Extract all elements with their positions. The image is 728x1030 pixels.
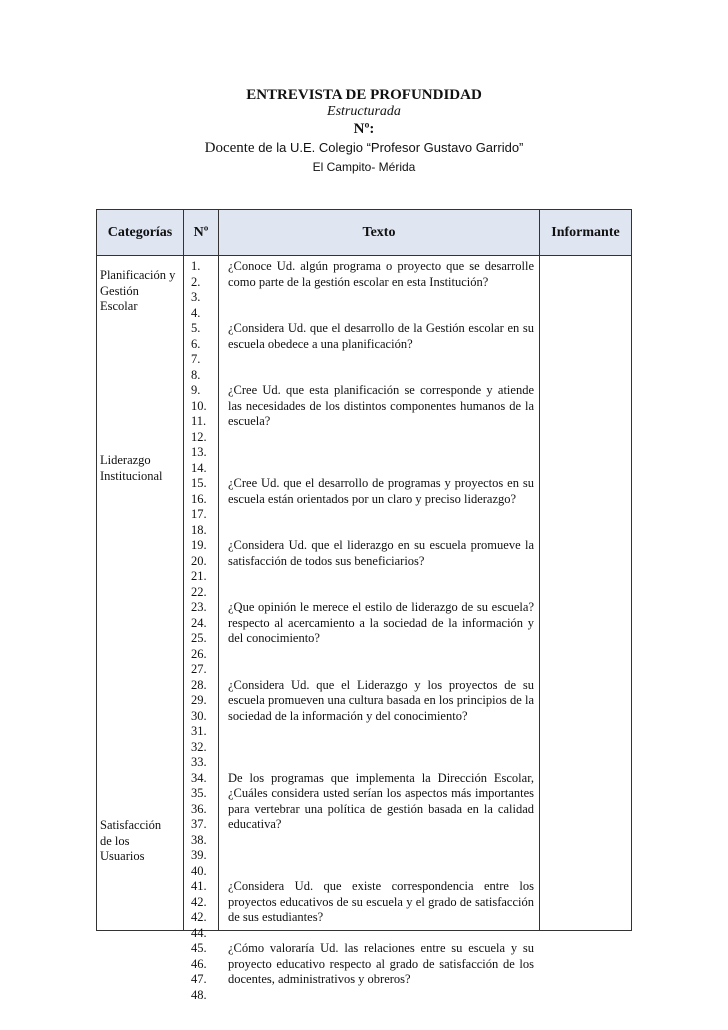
line-number: 9. bbox=[191, 383, 201, 397]
category-line: Planificación y bbox=[100, 268, 176, 282]
line-number: 17. bbox=[191, 507, 207, 521]
question-3: ¿Cree Ud. que esta planificación se corresponde y atiende las necesidades de los distintos componentes humanos de la escuela? bbox=[228, 383, 534, 428]
line-number: 7. bbox=[191, 352, 201, 366]
question-1: ¿Conoce Ud. algún programa o proyecto que se desarrolle como parte de la gestión escolar en esta Institución? bbox=[228, 259, 534, 289]
line-number: 46. bbox=[191, 956, 207, 971]
interview-table bbox=[96, 209, 632, 1002]
line-number: 42. bbox=[191, 894, 207, 909]
interview-number-label: Nº: bbox=[353, 121, 375, 137]
line-number: 28. bbox=[191, 677, 207, 692]
line-number: 10. bbox=[191, 398, 207, 413]
category-line: Usuarios bbox=[100, 849, 145, 863]
question-5: ¿Considera Ud. que el liderazgo en su escuela promueve la satisfacción de todos sus beneficiarios? bbox=[228, 538, 534, 568]
line-number: 13. bbox=[191, 445, 207, 459]
line-number: 3. bbox=[191, 290, 201, 304]
line-number-column bbox=[191, 259, 207, 1003]
line-number: 11. bbox=[191, 414, 207, 428]
line-number: 39. bbox=[191, 848, 207, 862]
line-number: 16. bbox=[191, 491, 207, 506]
line-number: 20. bbox=[191, 553, 207, 568]
column-header-informante: Informante bbox=[551, 225, 620, 240]
line-number: 31. bbox=[191, 724, 207, 738]
line-number: 23. bbox=[191, 600, 207, 614]
line-number: 4. bbox=[191, 305, 201, 320]
category-line: Escolar bbox=[100, 299, 138, 313]
line-number: 25. bbox=[191, 631, 207, 645]
line-number: 36. bbox=[191, 801, 207, 816]
category-line: Gestión bbox=[100, 283, 139, 298]
line-number: 19. bbox=[191, 538, 207, 552]
column-divider bbox=[183, 210, 184, 930]
line-number: 24. bbox=[191, 615, 207, 630]
question-8: De los programas que implementa la Dirección Escolar, ¿Cuáles considera usted serían los aspectos más importantes para vertebrar una política de gestión basada en la calidad educativa? bbox=[228, 770, 534, 831]
column-divider bbox=[218, 210, 219, 930]
line-number: 6. bbox=[191, 336, 201, 351]
line-number: 1. bbox=[191, 259, 201, 273]
question-10: ¿Cómo valoraría Ud. las relaciones entre su escuela y su proyecto educativo respecto al grado de satisfacción de los docentes, administrativos y obreros? bbox=[228, 941, 534, 986]
line-number: 42. bbox=[191, 910, 207, 924]
question-9: ¿Considera Ud. que existe correspondencia entre los proyectos educativos de su escuela y el grado de satisfacción de sus estudiantes? bbox=[228, 879, 534, 924]
line-number: 15. bbox=[191, 476, 207, 490]
line-number: 45. bbox=[191, 941, 207, 955]
line-number: 41. bbox=[191, 879, 207, 893]
line-number: 18. bbox=[191, 522, 207, 537]
category-satisfaccion bbox=[100, 818, 161, 865]
line-number: 12. bbox=[191, 429, 207, 444]
line-number: 38. bbox=[191, 832, 207, 847]
line-number: 14. bbox=[191, 460, 207, 475]
line-number: 8. bbox=[191, 367, 201, 382]
line-number: 32. bbox=[191, 739, 207, 754]
document-subtitle: Estructurada bbox=[327, 104, 401, 119]
column-header-texto: Texto bbox=[362, 225, 396, 240]
question-4: ¿Cree Ud. que el desarrollo de programas y proyectos en su escuela están orientados por un claro y preciso liderazgo? bbox=[228, 476, 534, 506]
teacher-prefix: Docente bbox=[204, 140, 255, 156]
document-header bbox=[0, 86, 728, 175]
line-number: 22. bbox=[191, 584, 207, 599]
category-line: Institucional bbox=[100, 468, 163, 483]
question-2: ¿Considera Ud. que el desarrollo de la Gestión escolar en su escuela obedece a una planificación? bbox=[228, 321, 534, 351]
line-number: 29. bbox=[191, 693, 207, 707]
document-title: ENTREVISTA DE PROFUNDIDAD bbox=[246, 87, 482, 103]
category-planificacion bbox=[100, 268, 175, 315]
line-number: 44. bbox=[191, 925, 207, 940]
line-number: 35. bbox=[191, 786, 207, 800]
line-number: 27. bbox=[191, 662, 207, 676]
school-location: El Campito- Mérida bbox=[312, 160, 416, 174]
line-number: 2. bbox=[191, 274, 201, 289]
line-number: 33. bbox=[191, 755, 207, 769]
question-7: ¿Considera Ud. que el Liderazgo y los proyectos de su escuela promueven una cultura basada en los principios de la sociedad de la información y del conocimiento? bbox=[228, 677, 534, 723]
teacher-line bbox=[0, 139, 728, 157]
category-line: Liderazgo bbox=[100, 453, 151, 467]
column-divider bbox=[539, 210, 540, 930]
teacher-school: de la U.E. Colegio “Profesor Gustavo Garrido” bbox=[254, 140, 524, 155]
line-number: 5. bbox=[191, 321, 201, 335]
line-number: 30. bbox=[191, 708, 207, 723]
line-number: 40. bbox=[191, 863, 207, 878]
question-6: ¿Que opinión le merece el estilo de liderazgo de su escuela? respecto al acercamiento a la sociedad de la información y del conocimiento? bbox=[228, 600, 534, 645]
category-line: Satisfacción bbox=[100, 818, 162, 832]
column-header-numero: Nº bbox=[193, 225, 209, 240]
table-header bbox=[97, 210, 631, 256]
category-liderazgo bbox=[100, 453, 163, 484]
line-number: 21. bbox=[191, 569, 207, 583]
line-number: 34. bbox=[191, 770, 207, 785]
line-number: 47. bbox=[191, 972, 207, 986]
line-number: 26. bbox=[191, 646, 207, 661]
column-header-categorias: Categorías bbox=[107, 225, 173, 240]
line-number: 48. bbox=[191, 987, 207, 1002]
line-number: 37. bbox=[191, 817, 207, 831]
category-line: de los bbox=[100, 833, 130, 848]
